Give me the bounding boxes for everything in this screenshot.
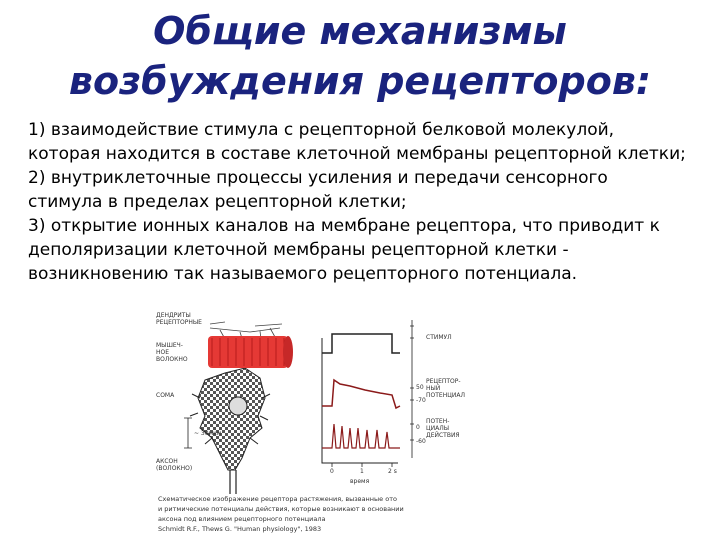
time-axis-label: время: [350, 478, 370, 485]
scale-marker: [184, 418, 192, 448]
body-line: 3) открытие ионных каналов на мембране рецептора, что приводит к: [28, 216, 660, 236]
axon: [230, 470, 236, 494]
caption-line: аксона под влиянием рецепторного потенциала: [158, 515, 326, 523]
receptor-figure: [150, 298, 490, 540]
receptor-potential-label: РЕЦЕПТОР- НЫЙ ПОТЕНЦИАЛ: [426, 378, 465, 399]
stimulus-trace: [322, 334, 400, 353]
axon-label: АКСОН (ВОЛОКНО): [156, 458, 193, 472]
action-potentials-label: ПОТЕН- ЦИАЛЫ ДЕЙСТВИЯ: [426, 418, 460, 439]
body-line: стимула в пределах рецепторной клетки;: [28, 192, 407, 212]
body-line: возникновению так называемого рецепторного потенциала.: [28, 264, 578, 284]
muscle-fiber-label: МЫШЕЧ- НОЕ ВОЛОКНО: [156, 342, 188, 363]
mv-0-label: 0: [416, 424, 420, 431]
receptor-soma: [198, 368, 265, 470]
time-tick-0: 0: [330, 468, 334, 475]
body-line: которая находится в составе клеточной мембраны рецепторной клетки;: [28, 144, 686, 164]
mv-50-label: 50: [416, 384, 424, 391]
body-text: [28, 118, 708, 286]
figure-caption: [158, 494, 488, 534]
time-tick-2: 2 s: [388, 468, 397, 475]
stimulus-label: СТИМУЛ: [426, 334, 452, 341]
slide-title: [0, 6, 720, 106]
time-tick-1: 1: [360, 468, 364, 475]
body-line: 2) внутриклеточные процессы усиления и передачи сенсорного: [28, 168, 608, 188]
soma-label: СОМА: [156, 392, 175, 399]
mv-70-label: -70: [416, 397, 426, 404]
body-line: деполяризации клеточной мембраны рецепторной клетки -: [28, 240, 569, 260]
title-line-1: Общие механизмы: [153, 9, 567, 53]
title-line-2: возбуждения рецепторов:: [68, 59, 652, 103]
caption-line: Схематическое изображение рецептора растяжения, вызванные ото: [158, 495, 397, 503]
caption-line: и ритмические потенциалы действия, которые возникают в основании: [158, 505, 404, 513]
body-line: 1) взаимодействие стимула с рецепторной белковой молекулой,: [28, 120, 615, 140]
receptor-potential-trace: [322, 380, 400, 408]
nucleus: [229, 397, 247, 415]
dendrites-label: ДЕНДРИТЫ РЕЦЕПТОРНЫЕ: [156, 312, 202, 326]
mv-60-label: -60: [416, 438, 426, 445]
action-potential-trace: [322, 424, 400, 448]
caption-line: Schmidt R.F., Thews G. "Human physiology", 1983: [158, 525, 322, 533]
scale-label: ~ 30мкм: [194, 430, 222, 437]
